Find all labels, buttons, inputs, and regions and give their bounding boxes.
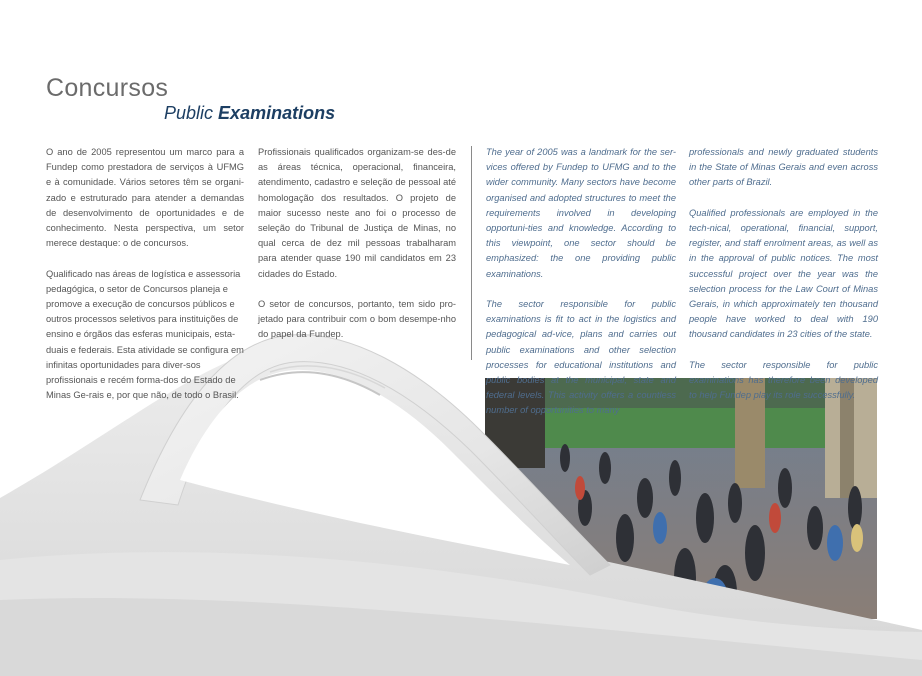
en-paragraph-2: The sector responsible for public examinations is fit to act in the logistics and pedagogical ad-vice, plans and carries out public examinations and other selection processes for educational institutions and public bodies at the municipal, state and federal levels. This activity offers a countless number of opportunities to many	[486, 299, 676, 416]
en-paragraph-1: The year of 2005 was a landmark for the ser-vices offered by Fundep to UFMG and to the wider community. Many sectors have become organised and adopted structures to meet the requirements involved in developing opportuni-ties and knowledge. According to this viewpoint, one sector should be emphasized: the one providing public examinations.	[486, 147, 676, 279]
page-subtitle	[164, 103, 335, 124]
subtitle-bold: Examinations	[218, 103, 336, 123]
pt-paragraph-1: O ano de 2005 representou um marco para a Fundep como prestadora de serviços à UFMG e à comunidade. Vários setores têm se organi-zado e estruturado para atender a demandas de desenvolvimento de oportunidades e de conhecimento. Nesta perspectiva, um setor merece destaque: o de concursos.	[46, 147, 244, 249]
subtitle-light: Public	[164, 103, 214, 123]
en-paragraph-4: The sector responsible for public examinations has therefore been developed to help Fundep play its role successfully.	[689, 359, 878, 401]
en-paragraph-2-cont: professionals and newly graduated students in the State of Minas Gerais and even across other parts of Brazil.	[689, 147, 878, 188]
en-paragraph-3: Qualified professionals are employed in the tech-nical, operational, financial, support, register, and staff enrolment areas, as well as in the approval of public notices. The most successful project over the year was the selection process for the Law Court of Minas Gerais, in which approximately ten thousand people have worked to deal with 190 thousand candidates in 23 cities of the state.	[689, 207, 878, 340]
portuguese-column-2	[258, 145, 456, 358]
page-title: Concursos	[46, 74, 169, 102]
pt-paragraph-4: O setor de concursos, portanto, tem sido pro-jetado para contribuir com o bom desempe-nho do papel da Fundep.	[258, 299, 456, 340]
english-column-1	[486, 145, 676, 434]
english-column-2	[689, 145, 878, 419]
portuguese-column-1	[46, 145, 244, 419]
pt-paragraph-3: Profissionais qualificados organizam-se des-de as áreas técnica, operacional, financeira, atendimento, cadastro e seleção de pessoal até homologação dos resultados. O projeto de maior sucesso neste ano foi o processo de seleção do Tribunal de Justiça de Minas, no qual cerca de dez mil pessoas trabalharam para atender quase 190 mil candidatos em 23 cidades do Estado.	[258, 147, 456, 279]
pt-paragraph-2: Qualificado nas áreas de logística e assessoria pedagógica, o setor de Concursos planeja e promove a execução de concursos públicos e outros processos seletivos para instituições de ensino e órgãos das esferas municipais, esta-duais e federais. Esta atividade se configura em infinitas oportunidades para diver-sos profissionais e recém forma-dos do Estado de Minas Ge-rais e, por que não, de todo o Brasil.	[46, 268, 244, 401]
